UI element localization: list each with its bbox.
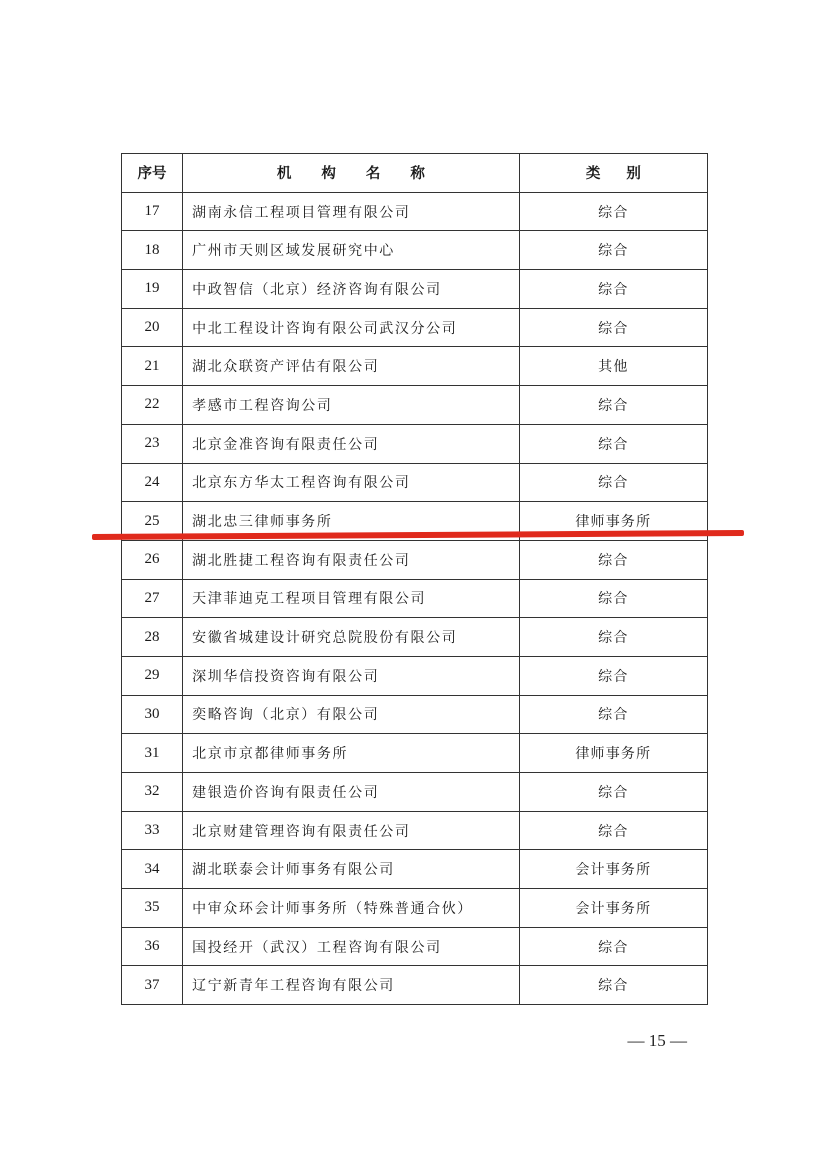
row-serial-number: 31: [122, 734, 183, 773]
row-category: 综合: [519, 927, 707, 966]
row-institution-name: 中政智信（北京）经济咨询有限公司: [183, 270, 520, 309]
table-row: [122, 656, 708, 695]
row-serial-number: 18: [122, 231, 183, 270]
row-serial-number: 23: [122, 424, 183, 463]
table-row: [122, 773, 708, 812]
table-row: [122, 734, 708, 773]
row-institution-name: 北京金准咨询有限责任公司: [183, 424, 520, 463]
row-serial-number: 33: [122, 811, 183, 850]
row-institution-name: 广州市天则区域发展研究中心: [183, 231, 520, 270]
table-header-row: [122, 154, 708, 193]
row-category: 综合: [519, 270, 707, 309]
row-category: 综合: [519, 656, 707, 695]
row-institution-name: 北京财建管理咨询有限责任公司: [183, 811, 520, 850]
row-institution-name: 国投经开（武汉）工程咨询有限公司: [183, 927, 520, 966]
row-institution-name: 辽宁新青年工程咨询有限公司: [183, 966, 520, 1005]
table-row: [122, 347, 708, 386]
row-serial-number: 32: [122, 773, 183, 812]
row-category: 综合: [519, 463, 707, 502]
table-row: [122, 579, 708, 618]
table-row: [122, 695, 708, 734]
row-institution-name: 湖北联泰会计师事务有限公司: [183, 850, 520, 889]
row-serial-number: 28: [122, 618, 183, 657]
page-number: — 15 —: [627, 1031, 687, 1050]
table-row: [122, 618, 708, 657]
table-row: [122, 927, 708, 966]
row-serial-number: 36: [122, 927, 183, 966]
row-institution-name: 建银造价咨询有限责任公司: [183, 773, 520, 812]
row-category: 综合: [519, 231, 707, 270]
row-serial-number: 21: [122, 347, 183, 386]
row-institution-name: 中北工程设计咨询有限公司武汉分公司: [183, 308, 520, 347]
table-row: [122, 386, 708, 425]
row-serial-number: 20: [122, 308, 183, 347]
row-category: 综合: [519, 618, 707, 657]
row-institution-name: 湖北胜捷工程咨询有限责任公司: [183, 540, 520, 579]
row-serial-number: 26: [122, 540, 183, 579]
table-row: [122, 463, 708, 502]
row-serial-number: 34: [122, 850, 183, 889]
row-category: 综合: [519, 386, 707, 425]
row-institution-name: 湖北忠三律师事务所: [183, 502, 520, 541]
table-row: [122, 889, 708, 928]
row-institution-name: 北京市京都律师事务所: [183, 734, 520, 773]
row-category: 其他: [519, 347, 707, 386]
table-row: [122, 811, 708, 850]
row-category: 综合: [519, 695, 707, 734]
row-institution-name: 孝感市工程咨询公司: [183, 386, 520, 425]
header-institution-name: 机构名称: [183, 154, 520, 193]
row-institution-name: 深圳华信投资咨询有限公司: [183, 656, 520, 695]
row-institution-name: 湖北众联资产评估有限公司: [183, 347, 520, 386]
row-serial-number: 22: [122, 386, 183, 425]
row-category: 综合: [519, 308, 707, 347]
row-category: 综合: [519, 579, 707, 618]
row-serial-number: 30: [122, 695, 183, 734]
header-serial-number: 序号: [122, 154, 183, 193]
table-row: [122, 308, 708, 347]
row-institution-name: 湖南永信工程项目管理有限公司: [183, 192, 520, 231]
institution-table: [121, 153, 708, 1005]
table-body: [122, 192, 708, 1004]
table-row: [122, 966, 708, 1005]
row-serial-number: 37: [122, 966, 183, 1005]
table-row: [122, 192, 708, 231]
row-category: 综合: [519, 424, 707, 463]
table-row: [122, 424, 708, 463]
row-serial-number: 24: [122, 463, 183, 502]
row-category: 综合: [519, 192, 707, 231]
row-category: 综合: [519, 773, 707, 812]
row-institution-name: 中审众环会计师事务所（特殊普通合伙）: [183, 889, 520, 928]
row-category: 综合: [519, 966, 707, 1005]
row-category: 律师事务所: [519, 734, 707, 773]
row-institution-name: 天津菲迪克工程项目管理有限公司: [183, 579, 520, 618]
header-category: 类别: [519, 154, 707, 193]
row-category: 会计事务所: [519, 850, 707, 889]
table-row: [122, 850, 708, 889]
table-row: [122, 231, 708, 270]
row-serial-number: 29: [122, 656, 183, 695]
row-serial-number: 17: [122, 192, 183, 231]
row-serial-number: 25: [122, 502, 183, 541]
row-category: 综合: [519, 811, 707, 850]
row-institution-name: 奕略咨询（北京）有限公司: [183, 695, 520, 734]
row-category: 综合: [519, 540, 707, 579]
row-serial-number: 35: [122, 889, 183, 928]
table-row: [122, 540, 708, 579]
row-institution-name: 北京东方华太工程咨询有限公司: [183, 463, 520, 502]
row-institution-name: 安徽省城建设计研究总院股份有限公司: [183, 618, 520, 657]
row-category: 律师事务所: [519, 502, 707, 541]
table-row: [122, 270, 708, 309]
row-serial-number: 19: [122, 270, 183, 309]
row-serial-number: 27: [122, 579, 183, 618]
row-category: 会计事务所: [519, 889, 707, 928]
